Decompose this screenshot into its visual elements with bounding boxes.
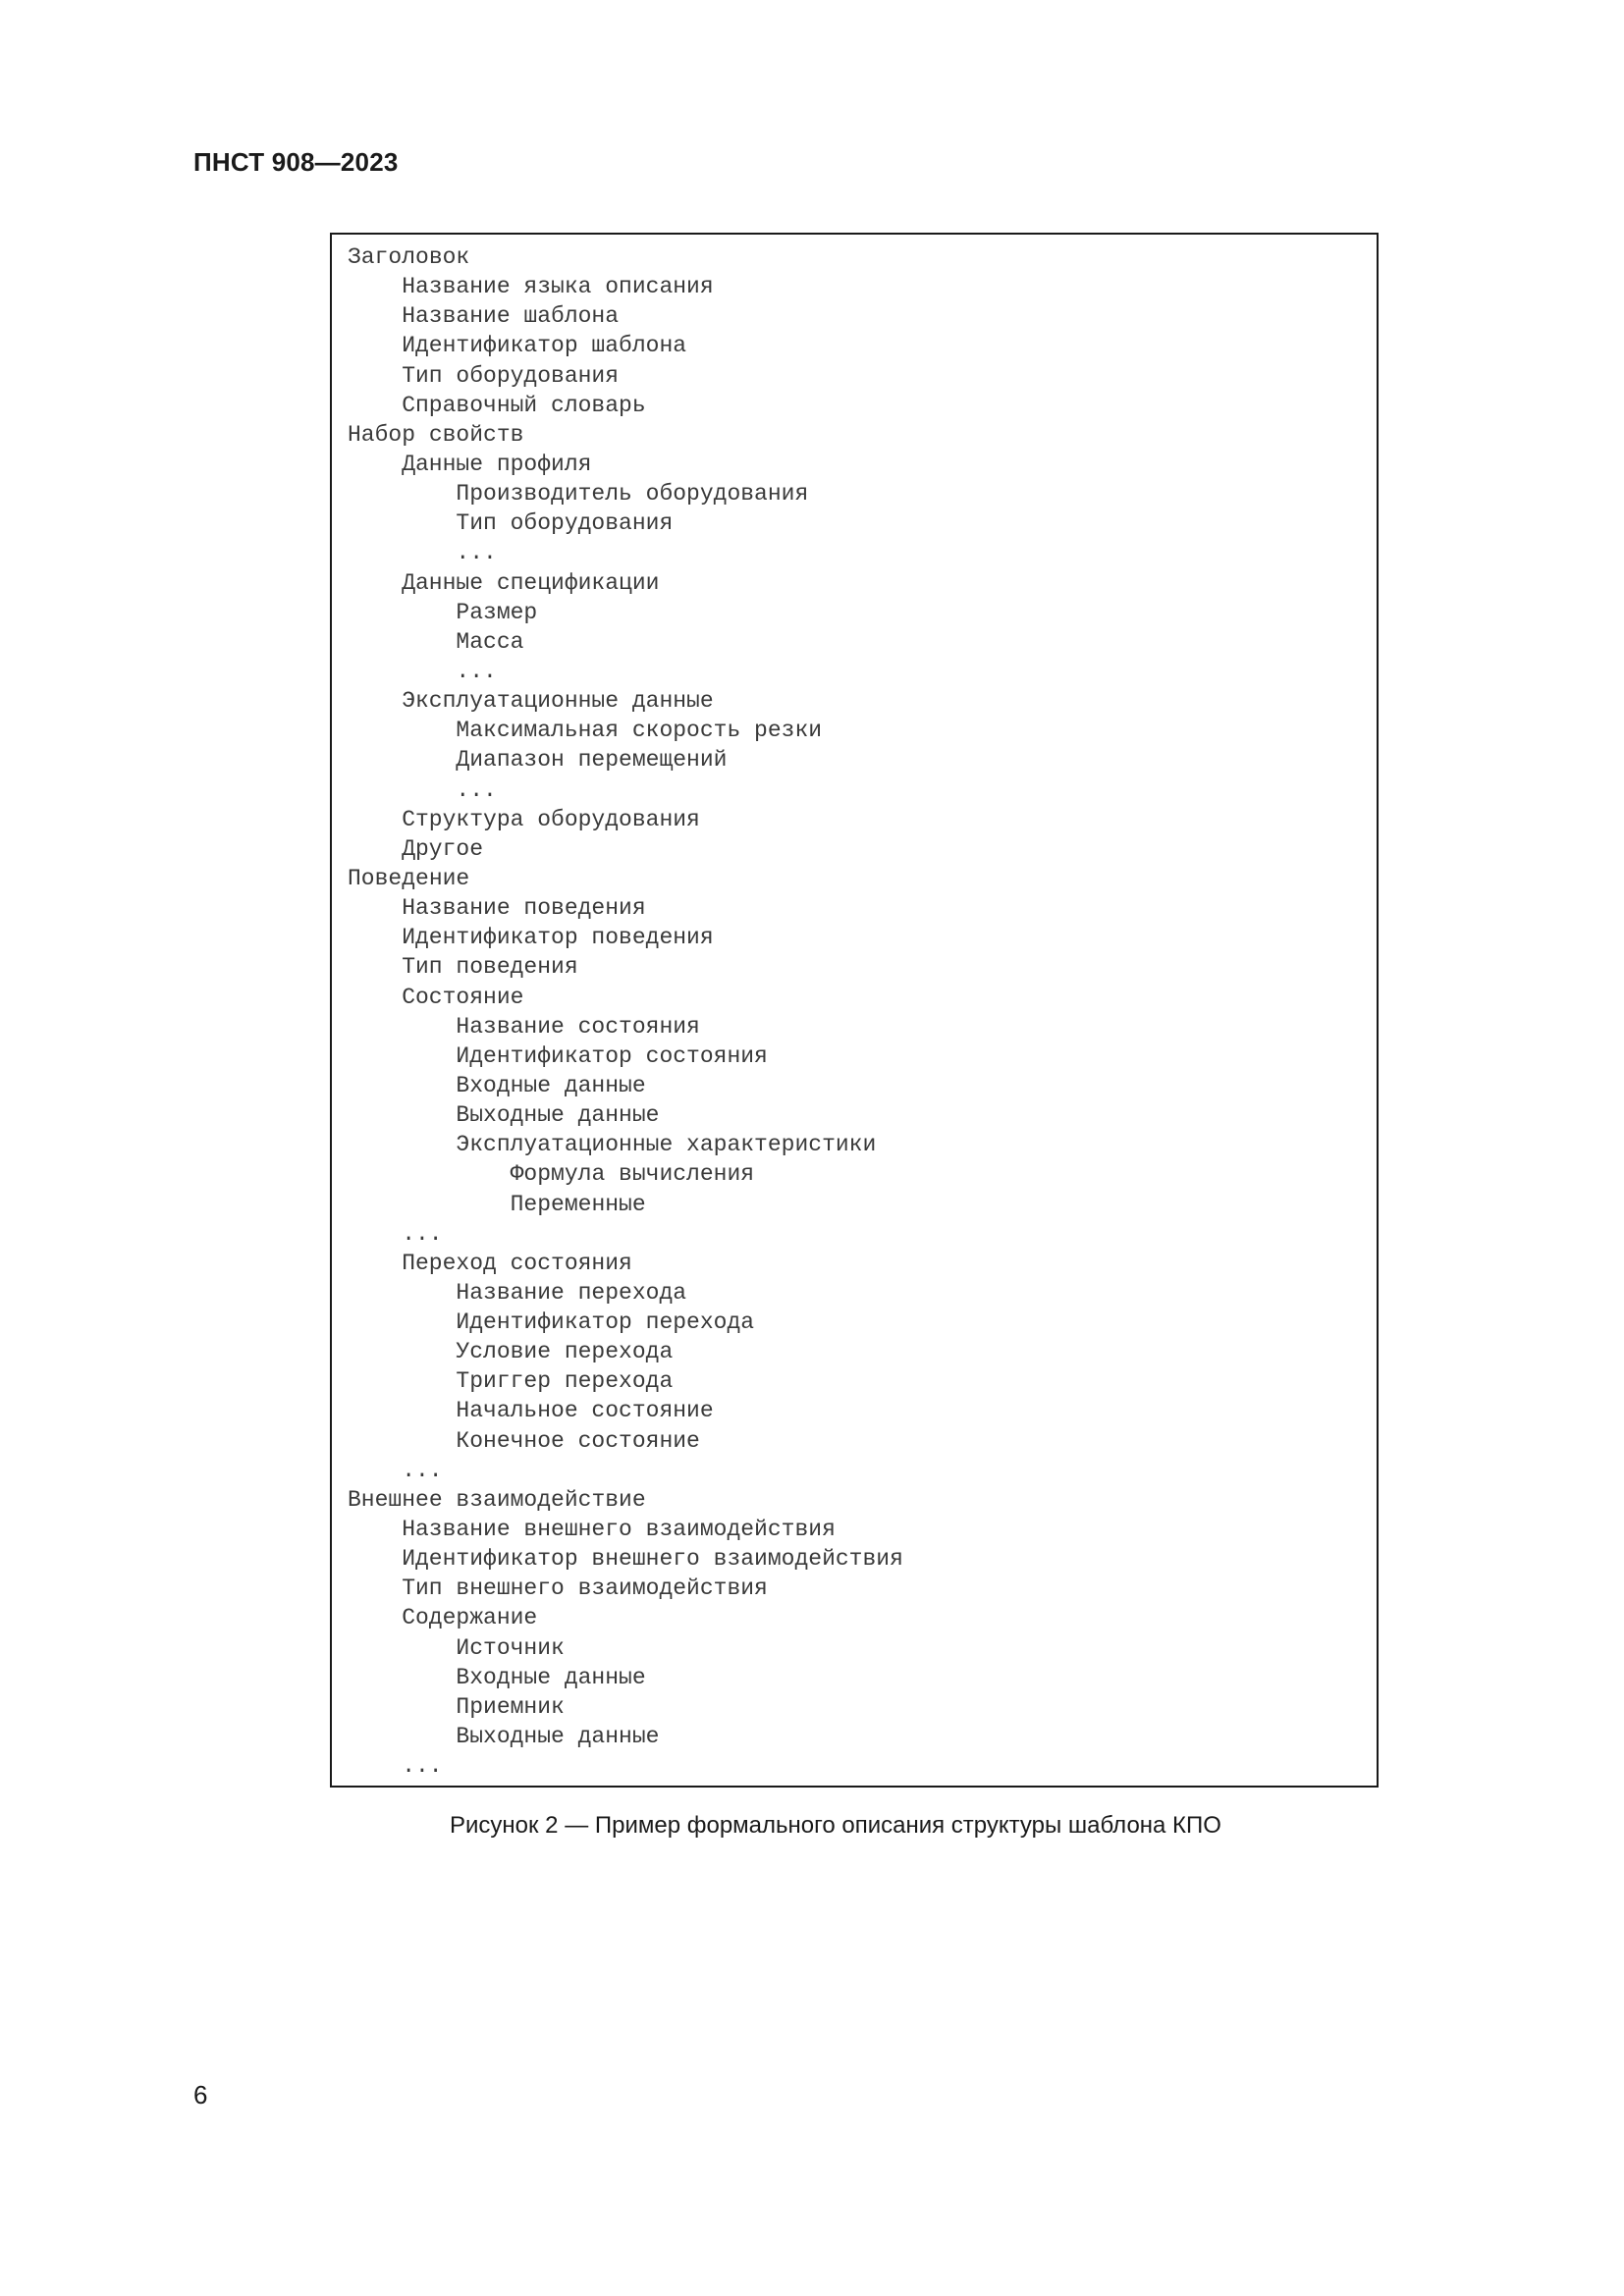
figure-caption: Рисунок 2 — Пример формального описания структуры шаблона КПО <box>450 1812 1221 1839</box>
listing-line: ... <box>402 1220 443 1247</box>
listing-line: Название поведения <box>402 895 646 922</box>
listing-line: Масса <box>456 628 524 655</box>
listing-line: Данные спецификации <box>402 569 660 596</box>
listing-line: Начальное состояние <box>456 1398 714 1424</box>
listing-line: ... <box>456 776 497 803</box>
listing-line: Другое <box>402 835 484 862</box>
listing-line: Название внешнего взаимодействия <box>402 1517 836 1543</box>
listing-line: Структура оборудования <box>402 806 700 832</box>
page-number: 6 <box>193 2080 208 2109</box>
listing-line: ... <box>402 1457 443 1483</box>
listing-line: Формула вычисления <box>510 1161 755 1188</box>
listing-line: Содержание <box>402 1605 538 1631</box>
figure-frame <box>330 233 1379 1788</box>
listing-line: Название языка описания <box>402 274 714 300</box>
listing-line: ... <box>402 1753 443 1780</box>
listing-line: Справочный словарь <box>402 392 646 418</box>
listing-line: Состояние <box>402 984 524 1010</box>
listing-line: Входные данные <box>456 1072 646 1098</box>
listing-line: Эксплуатационные данные <box>402 688 714 715</box>
listing-line: Название состояния <box>456 1013 700 1040</box>
listing-line: Максимальная скорость резки <box>456 718 823 744</box>
listing-line: Диапазон перемещений <box>456 747 728 774</box>
listing-line: Производитель оборудования <box>456 481 809 507</box>
listing-line: Источник <box>456 1634 565 1661</box>
document-code: ПНСТ 908—2023 <box>193 147 399 177</box>
listing-line: Набор свойств <box>348 421 524 448</box>
listing-line: Тип оборудования <box>402 362 620 389</box>
listing-line: Приемник <box>456 1693 565 1720</box>
listing-line: Тип внешнего взаимодействия <box>402 1575 768 1602</box>
listing-line: Тип поведения <box>402 954 578 981</box>
listing-line: Идентификатор перехода <box>456 1309 755 1336</box>
listing-line: Размер <box>456 599 538 625</box>
listing-line: Заголовок <box>348 244 470 270</box>
listing-line: Идентификатор состояния <box>456 1042 768 1069</box>
listing-line: Название перехода <box>456 1279 687 1306</box>
listing-line: Выходные данные <box>456 1724 660 1750</box>
listing-line: Идентификатор шаблона <box>402 333 687 359</box>
listing-line: Выходные данные <box>456 1102 660 1129</box>
listing-line: Внешнее взаимодействие <box>348 1486 646 1513</box>
listing-line: Тип оборудования <box>456 510 674 537</box>
listing-line: Переход состояния <box>402 1250 632 1276</box>
listing-line: Входные данные <box>456 1664 646 1690</box>
listing-line: Условие перехода <box>456 1339 674 1365</box>
listing-line: Триггер перехода <box>456 1368 674 1395</box>
listing-line: Конечное состояние <box>456 1427 700 1454</box>
listing-line: ... <box>456 658 497 684</box>
listing-line: ... <box>456 540 497 566</box>
listing-line: Идентификатор внешнего взаимодействия <box>402 1546 903 1573</box>
listing-line: Переменные <box>510 1191 646 1217</box>
listing-line: Поведение <box>348 865 470 891</box>
listing-line: Данные профиля <box>402 451 592 477</box>
structure-listing <box>348 242 903 1781</box>
listing-line: Эксплуатационные характеристики <box>456 1132 877 1158</box>
listing-line: Идентификатор поведения <box>402 925 714 951</box>
listing-line: Название шаблона <box>402 303 620 330</box>
